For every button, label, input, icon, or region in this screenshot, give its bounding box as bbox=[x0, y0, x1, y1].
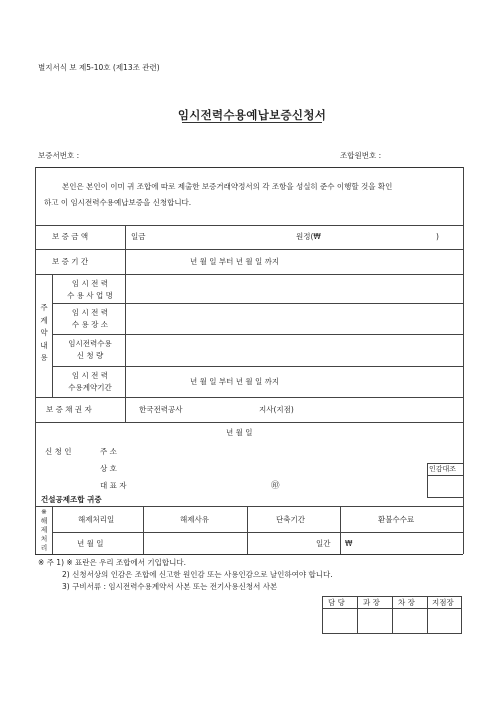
title-underline bbox=[182, 122, 322, 123]
intro-text-line-1: 본인은 본인이 이미 귀 조합에 따로 제출한 보증거래약정서의 각 조항을 성실히 준수 이행할 것을 확인 bbox=[62, 182, 393, 191]
company-label: 상 호 bbox=[100, 464, 117, 473]
cancel-header-date: 해제처리일 bbox=[78, 515, 115, 524]
bond-number-label: 보증서번호 : bbox=[38, 151, 80, 160]
project-name-field[interactable] bbox=[127, 275, 462, 302]
cancel-period-unit: 일간 bbox=[316, 539, 331, 548]
contract-term-value: 년 월 일 부터 년 월 일 까지 bbox=[190, 377, 280, 386]
approval-staff: 담 당 bbox=[328, 598, 345, 607]
note-3: 3) 구비서류 : 임시전력수용계약서 사본 또는 전기사용신청서 사본 bbox=[62, 582, 278, 591]
creditor-name: 한국전력공사 bbox=[139, 405, 183, 414]
creditor-label: 보 증 채 권 자 bbox=[46, 405, 92, 414]
cancel-side-label: ※ 해 제 처 리 bbox=[40, 508, 48, 552]
address-label: 주 소 bbox=[100, 447, 117, 456]
bond-period-value: 년 월 일 부터 년 월 일 까지 bbox=[190, 257, 280, 266]
cancel-header-shortened: 단축기간 bbox=[276, 515, 305, 524]
capacity-field[interactable] bbox=[127, 335, 462, 365]
bond-amount-prefix: 일금 bbox=[131, 232, 146, 241]
bond-amount-won: 원정(₩ bbox=[296, 232, 321, 241]
bond-period-label: 보 증 기 간 bbox=[52, 257, 89, 266]
page-title: 임시전력수용예납보증신청서 bbox=[177, 108, 327, 122]
site-location-field[interactable] bbox=[127, 304, 462, 333]
application-date: 년 월 일 bbox=[226, 428, 253, 437]
recipient: 건설공제조합 귀중 bbox=[41, 495, 102, 504]
cancel-date-value: 년 월 일 bbox=[77, 539, 104, 548]
bond-amount-field[interactable] bbox=[150, 226, 290, 248]
contract-group-label: 주 계 약 내 용 bbox=[40, 303, 48, 362]
seal-check-label: 인감대조 bbox=[429, 465, 457, 473]
site-location-label: 임 시 전 력 수 용 장 소 bbox=[71, 308, 109, 329]
form-reference: 별지서식 보 제5-10호 (제13조 관련) bbox=[38, 63, 160, 72]
cancel-header-reason: 해제사유 bbox=[180, 515, 209, 524]
bond-amount-close: ) bbox=[436, 232, 439, 241]
intro-text-line-2: 하고 이 임시전력수용예납보증을 신청합니다. bbox=[44, 198, 192, 207]
cancel-header-refund: 환불수수료 bbox=[378, 515, 415, 524]
applicant-label: 신 청 인 bbox=[45, 447, 72, 456]
approval-deputy: 차 장 bbox=[398, 598, 415, 607]
contract-term-label: 임 시 전 력 수용계약기간 bbox=[68, 371, 112, 392]
seal-mark-icon: ㊞ bbox=[271, 481, 280, 491]
note-1: ※ 주 1) ※ 표란은 우리 조합에서 기입합니다. bbox=[38, 558, 187, 567]
cancel-refund-won: ₩ bbox=[345, 539, 353, 548]
bond-amount-label: 보 증 금 액 bbox=[52, 232, 89, 241]
creditor-branch: 지사(지점) bbox=[259, 405, 294, 414]
note-2: 2) 신청서상의 인감은 조합에 신고한 원인감 또는 사용인감으로 날인하여야 합니다. bbox=[62, 570, 333, 579]
capacity-label: 임시전력수용 신 청 량 bbox=[68, 339, 112, 360]
project-name-label: 임 시 전 력 수 용 사 업 명 bbox=[67, 279, 113, 300]
approval-branch-head: 지점장 bbox=[432, 598, 454, 607]
approval-manager: 과 장 bbox=[363, 598, 380, 607]
representative-label: 대 표 자 bbox=[100, 481, 127, 490]
member-number-label: 조합원번호 : bbox=[340, 151, 382, 160]
